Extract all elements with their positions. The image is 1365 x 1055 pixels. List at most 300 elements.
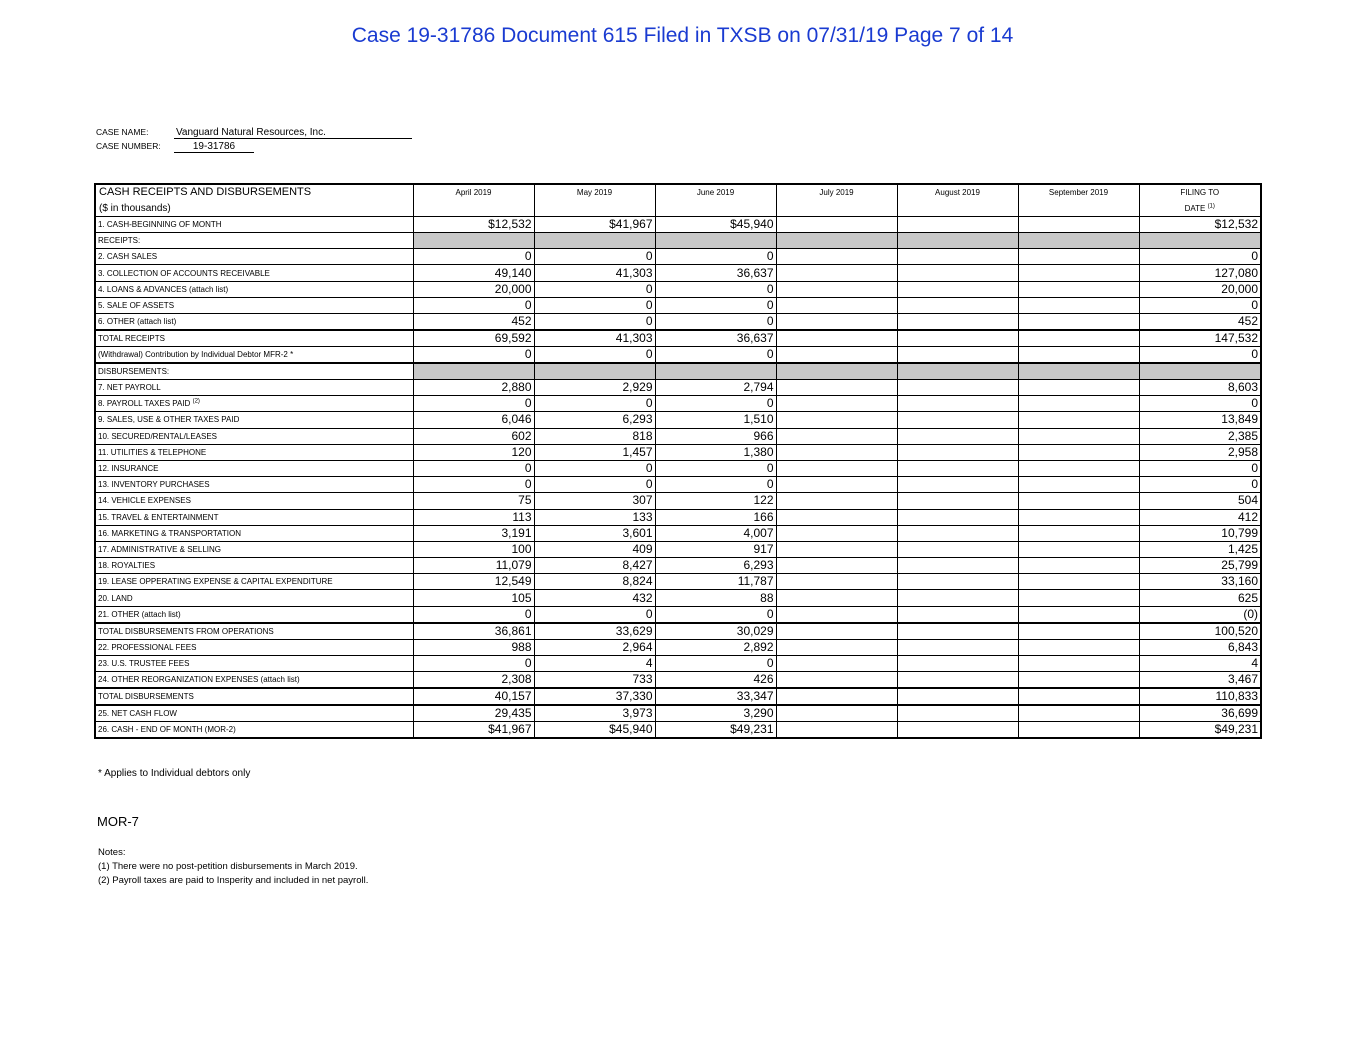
value-cell — [776, 460, 897, 476]
row-label — [95, 655, 413, 671]
col-september: September 2019 — [1018, 184, 1139, 200]
value-cell: 426 — [655, 672, 776, 689]
table-row — [95, 477, 1261, 493]
value-cell: 0 — [534, 460, 655, 476]
table-row — [95, 722, 1261, 739]
value-cell — [897, 297, 1018, 313]
value-cell: 2,794 — [655, 380, 776, 396]
value-cell: $41,967 — [534, 216, 655, 232]
row-footnote: (2) — [192, 398, 200, 405]
value-cell: 3,973 — [534, 705, 655, 722]
value-cell — [776, 639, 897, 655]
value-cell — [776, 722, 897, 739]
shaded-cell — [1139, 233, 1261, 249]
filing-to-date-cell: 2,385 — [1139, 428, 1261, 444]
table-row — [95, 460, 1261, 476]
value-cell: 432 — [534, 590, 655, 606]
row-label-text: 6. OTHER (attach list) — [98, 317, 177, 326]
filing-to-date-cell: 0 — [1139, 249, 1261, 265]
value-cell: $45,940 — [534, 722, 655, 739]
value-cell: 0 — [655, 396, 776, 412]
row-label — [95, 688, 413, 705]
value-cell — [897, 216, 1018, 232]
filing-to-date-cell: 10,799 — [1139, 525, 1261, 541]
value-cell — [897, 412, 1018, 428]
row-label — [95, 574, 413, 590]
value-cell: 8,824 — [534, 574, 655, 590]
row-label — [95, 314, 413, 331]
value-cell: 0 — [413, 606, 534, 623]
value-cell: 2,929 — [534, 380, 655, 396]
value-cell: $41,967 — [413, 722, 534, 739]
shaded-cell — [413, 363, 534, 380]
date-footnote: (1) — [1207, 202, 1215, 209]
table-row — [95, 281, 1261, 297]
value-cell — [776, 509, 897, 525]
row-label-text: TOTAL DISBURSEMENTS FROM OPERATIONS — [98, 626, 274, 636]
header-row-1 — [95, 184, 1261, 200]
filing-to-date-cell: 110,833 — [1139, 688, 1261, 705]
value-cell — [897, 655, 1018, 671]
value-cell — [897, 672, 1018, 689]
row-label — [95, 705, 413, 722]
shaded-cell — [534, 363, 655, 380]
row-label — [95, 541, 413, 557]
value-cell — [897, 460, 1018, 476]
value-cell — [897, 574, 1018, 590]
value-cell — [1018, 216, 1139, 232]
filing-to-date-cell: 25,799 — [1139, 558, 1261, 574]
filing-to-date-cell: 0 — [1139, 477, 1261, 493]
value-cell — [776, 396, 897, 412]
value-cell: 4 — [534, 655, 655, 671]
value-cell — [776, 705, 897, 722]
row-label — [95, 639, 413, 655]
note-1: (1) There were no post-petition disbursements in March 2019. — [98, 861, 358, 872]
value-cell — [776, 525, 897, 541]
value-cell — [1018, 380, 1139, 396]
case-name-value: Vanguard Natural Resources, Inc. — [174, 127, 412, 139]
value-cell — [776, 380, 897, 396]
value-cell: 0 — [534, 281, 655, 297]
table-row — [95, 574, 1261, 590]
table-row — [95, 297, 1261, 313]
filing-to-date-cell: 0 — [1139, 297, 1261, 313]
value-cell — [776, 590, 897, 606]
table-row — [95, 705, 1261, 722]
value-cell: 33,347 — [655, 688, 776, 705]
value-cell — [1018, 541, 1139, 557]
row-label-text: 7. NET PAYROLL — [98, 383, 161, 393]
value-cell: 69,592 — [413, 330, 534, 347]
value-cell: 166 — [655, 509, 776, 525]
value-cell — [1018, 493, 1139, 509]
date-label: DATE — [1184, 203, 1206, 213]
value-cell — [897, 330, 1018, 347]
value-cell — [1018, 330, 1139, 347]
col-date — [1139, 200, 1261, 216]
value-cell — [897, 477, 1018, 493]
case-number-value: 19-31786 — [174, 141, 254, 153]
value-cell: 452 — [413, 314, 534, 331]
row-label-text: 22. PROFESSIONAL FEES — [98, 642, 197, 652]
row-label-text: RECEIPTS: — [98, 236, 141, 246]
value-cell — [1018, 509, 1139, 525]
filing-to-date-cell: $49,231 — [1139, 722, 1261, 739]
filing-to-date-cell: 2,958 — [1139, 444, 1261, 460]
value-cell: 41,303 — [534, 330, 655, 347]
col-may: May 2019 — [534, 184, 655, 200]
row-label-text: 23. U.S. TRUSTEE FEES — [98, 658, 190, 668]
filing-to-date-cell: 6,843 — [1139, 639, 1261, 655]
value-cell — [897, 705, 1018, 722]
value-cell — [1018, 347, 1139, 364]
row-label-text: (Withdrawal) Contribution by Individual Debtor MFR-2 * — [98, 350, 294, 359]
table-row — [95, 606, 1261, 623]
table-row — [95, 541, 1261, 557]
value-cell — [897, 281, 1018, 297]
value-cell — [776, 428, 897, 444]
row-label-text: TOTAL DISBURSEMENTS — [98, 692, 194, 701]
filing-to-date-cell: 147,532 — [1139, 330, 1261, 347]
row-label-text: 20. LAND — [98, 593, 133, 603]
value-cell — [1018, 314, 1139, 331]
value-cell: 75 — [413, 493, 534, 509]
filing-to-date-cell: 625 — [1139, 590, 1261, 606]
value-cell: 0 — [534, 606, 655, 623]
value-cell: 0 — [534, 314, 655, 331]
value-cell: 602 — [413, 428, 534, 444]
value-cell: 988 — [413, 639, 534, 655]
value-cell: 20,000 — [413, 281, 534, 297]
shaded-cell — [655, 363, 776, 380]
filing-to-date-cell: 127,080 — [1139, 265, 1261, 281]
value-cell — [776, 574, 897, 590]
value-cell: 0 — [655, 655, 776, 671]
value-cell: 30,029 — [655, 623, 776, 640]
value-cell: 11,787 — [655, 574, 776, 590]
col-filing-to: FILING TO — [1139, 184, 1261, 200]
row-label-text: 15. TRAVEL & ENTERTAINMENT — [98, 512, 219, 522]
applies-note: * Applies to Individual debtors only — [98, 768, 251, 779]
table-row — [95, 265, 1261, 281]
row-label — [95, 297, 413, 313]
row-label-text: 14. VEHICLE EXPENSES — [98, 496, 191, 506]
value-cell: 0 — [534, 297, 655, 313]
row-label-text: 8. PAYROLL TAXES PAID — [98, 399, 191, 409]
cash-receipts-table — [94, 183, 1262, 739]
table-subtitle: ($ in thousands) — [95, 200, 413, 216]
value-cell — [897, 249, 1018, 265]
value-cell: 36,637 — [655, 265, 776, 281]
row-label — [95, 722, 413, 739]
row-label-text: 25. NET CASH FLOW — [98, 709, 177, 718]
row-label-text: 5. SALE OF ASSETS — [98, 300, 175, 310]
row-label — [95, 233, 413, 249]
value-cell — [897, 509, 1018, 525]
value-cell — [897, 722, 1018, 739]
value-cell: 29,435 — [413, 705, 534, 722]
value-cell — [1018, 428, 1139, 444]
case-name-label: CASE NAME: — [96, 127, 149, 137]
col-april: April 2019 — [413, 184, 534, 200]
col-august: August 2019 — [897, 184, 1018, 200]
value-cell — [1018, 281, 1139, 297]
row-label-text: TOTAL RECEIPTS — [98, 334, 165, 343]
value-cell: 8,427 — [534, 558, 655, 574]
table-row — [95, 672, 1261, 689]
value-cell — [776, 623, 897, 640]
value-cell — [1018, 639, 1139, 655]
value-cell — [897, 265, 1018, 281]
value-cell: 33,629 — [534, 623, 655, 640]
value-cell — [897, 541, 1018, 557]
value-cell: 2,880 — [413, 380, 534, 396]
value-cell — [1018, 525, 1139, 541]
case-number-line — [96, 141, 254, 153]
row-label — [95, 428, 413, 444]
value-cell — [1018, 444, 1139, 460]
value-cell — [776, 672, 897, 689]
value-cell — [776, 444, 897, 460]
row-label-text: 26. CASH - END OF MONTH (MOR-2) — [98, 725, 236, 734]
row-label — [95, 444, 413, 460]
row-label-text: 24. OTHER REORGANIZATION EXPENSES (attach list) — [98, 675, 300, 684]
value-cell: 49,140 — [413, 265, 534, 281]
value-cell: 0 — [413, 347, 534, 364]
value-cell: 0 — [655, 347, 776, 364]
value-cell: 6,046 — [413, 412, 534, 428]
notes-label: Notes: — [98, 847, 126, 858]
value-cell: 36,637 — [655, 330, 776, 347]
value-cell — [897, 688, 1018, 705]
header-row-2 — [95, 200, 1261, 216]
filing-to-date-cell: 20,000 — [1139, 281, 1261, 297]
value-cell: 733 — [534, 672, 655, 689]
value-cell: 0 — [534, 347, 655, 364]
table-row — [95, 330, 1261, 347]
shaded-cell — [655, 233, 776, 249]
shaded-cell — [1139, 363, 1261, 380]
table-row — [95, 380, 1261, 396]
row-label — [95, 558, 413, 574]
row-label-text: DISBURSEMENTS: — [98, 367, 170, 376]
row-label-text: 13. INVENTORY PURCHASES — [98, 480, 210, 490]
value-cell — [776, 606, 897, 623]
row-label-text: 19. LEASE OPPERATING EXPENSE & CAPITAL EXPENDITURE — [98, 577, 333, 587]
row-label — [95, 380, 413, 396]
value-cell — [897, 396, 1018, 412]
value-cell — [776, 265, 897, 281]
filing-to-date-cell: 36,699 — [1139, 705, 1261, 722]
row-label — [95, 672, 413, 689]
row-label — [95, 412, 413, 428]
value-cell: 100 — [413, 541, 534, 557]
row-label-text: 17. ADMINISTRATIVE & SELLING — [98, 544, 221, 554]
value-cell: 113 — [413, 509, 534, 525]
value-cell: 3,601 — [534, 525, 655, 541]
value-cell — [1018, 606, 1139, 623]
row-label — [95, 477, 413, 493]
value-cell — [776, 347, 897, 364]
value-cell — [1018, 672, 1139, 689]
value-cell: 0 — [655, 460, 776, 476]
value-cell — [897, 493, 1018, 509]
value-cell — [1018, 590, 1139, 606]
value-cell — [776, 314, 897, 331]
value-cell: 818 — [534, 428, 655, 444]
col-july: July 2019 — [776, 184, 897, 200]
col-june: June 2019 — [655, 184, 776, 200]
shaded-cell — [776, 363, 897, 380]
value-cell: 1,457 — [534, 444, 655, 460]
value-cell: 1,380 — [655, 444, 776, 460]
table-row — [95, 428, 1261, 444]
value-cell — [897, 590, 1018, 606]
value-cell — [897, 558, 1018, 574]
row-label-text: 1. CASH-BEGINNING OF MONTH — [98, 219, 222, 229]
notes-block — [98, 846, 368, 888]
table-row — [95, 558, 1261, 574]
table-row — [95, 314, 1261, 331]
value-cell — [1018, 460, 1139, 476]
value-cell: 37,330 — [534, 688, 655, 705]
value-cell: 40,157 — [413, 688, 534, 705]
value-cell — [776, 249, 897, 265]
value-cell — [776, 655, 897, 671]
value-cell: 11,079 — [413, 558, 534, 574]
value-cell: 3,290 — [655, 705, 776, 722]
value-cell — [897, 606, 1018, 623]
filing-to-date-cell: $12,532 — [1139, 216, 1261, 232]
value-cell: 2,892 — [655, 639, 776, 655]
value-cell — [1018, 396, 1139, 412]
filing-to-date-cell: 4 — [1139, 655, 1261, 671]
value-cell: 917 — [655, 541, 776, 557]
table-row — [95, 590, 1261, 606]
table-row — [95, 347, 1261, 364]
value-cell: 3,191 — [413, 525, 534, 541]
row-label — [95, 460, 413, 476]
row-label — [95, 281, 413, 297]
row-label — [95, 525, 413, 541]
table-row — [95, 444, 1261, 460]
row-label — [95, 363, 413, 380]
value-cell: 0 — [655, 314, 776, 331]
filing-to-date-cell: 100,520 — [1139, 623, 1261, 640]
note-2: (2) Payroll taxes are paid to Insperity and included in net payroll. — [98, 875, 369, 886]
value-cell: 36,861 — [413, 623, 534, 640]
row-label — [95, 606, 413, 623]
value-cell: 2,964 — [534, 639, 655, 655]
shaded-cell — [897, 233, 1018, 249]
table-row — [95, 233, 1261, 249]
value-cell: 966 — [655, 428, 776, 444]
value-cell — [1018, 249, 1139, 265]
value-cell: 409 — [534, 541, 655, 557]
value-cell — [776, 216, 897, 232]
filing-to-date-cell: 13,849 — [1139, 412, 1261, 428]
value-cell: 122 — [655, 493, 776, 509]
value-cell — [1018, 574, 1139, 590]
value-cell — [776, 558, 897, 574]
filing-to-date-cell: 504 — [1139, 493, 1261, 509]
value-cell: 0 — [413, 655, 534, 671]
value-cell — [1018, 412, 1139, 428]
value-cell — [1018, 477, 1139, 493]
value-cell: 105 — [413, 590, 534, 606]
value-cell: 0 — [655, 281, 776, 297]
value-cell: $49,231 — [655, 722, 776, 739]
row-label — [95, 493, 413, 509]
value-cell — [776, 297, 897, 313]
value-cell: 2,308 — [413, 672, 534, 689]
shaded-cell — [897, 363, 1018, 380]
value-cell: 1,510 — [655, 412, 776, 428]
value-cell: 6,293 — [655, 558, 776, 574]
table-row — [95, 688, 1261, 705]
table-row — [95, 249, 1261, 265]
row-label — [95, 347, 413, 364]
value-cell — [776, 412, 897, 428]
value-cell: 133 — [534, 509, 655, 525]
filing-to-date-cell: 33,160 — [1139, 574, 1261, 590]
value-cell — [897, 314, 1018, 331]
row-label — [95, 330, 413, 347]
row-label-text: 9. SALES, USE & OTHER TAXES PAID — [98, 415, 240, 425]
value-cell — [776, 477, 897, 493]
value-cell: 12,549 — [413, 574, 534, 590]
filing-to-date-cell: 3,467 — [1139, 672, 1261, 689]
value-cell: 0 — [413, 460, 534, 476]
value-cell: 0 — [655, 297, 776, 313]
value-cell — [897, 623, 1018, 640]
filing-to-date-cell: 0 — [1139, 460, 1261, 476]
value-cell: $45,940 — [655, 216, 776, 232]
row-label-text: 18. ROYALTIES — [98, 561, 156, 571]
row-label-text: 12. INSURANCE — [98, 464, 159, 474]
filing-to-date-cell: 412 — [1139, 509, 1261, 525]
value-cell: 0 — [413, 297, 534, 313]
value-cell: 0 — [534, 249, 655, 265]
table-row — [95, 639, 1261, 655]
row-label — [95, 509, 413, 525]
value-cell — [897, 380, 1018, 396]
value-cell: 0 — [655, 606, 776, 623]
value-cell — [776, 688, 897, 705]
value-cell: 4,007 — [655, 525, 776, 541]
value-cell — [897, 428, 1018, 444]
court-filing-stamp: Case 19-31786 Document 615 Filed in TXSB on 07/31/19 Page 7 of 14 — [351, 24, 1014, 47]
value-cell — [776, 281, 897, 297]
value-cell: 0 — [534, 396, 655, 412]
table-row — [95, 509, 1261, 525]
table-row — [95, 493, 1261, 509]
value-cell: 0 — [413, 396, 534, 412]
value-cell: 0 — [655, 249, 776, 265]
shaded-cell — [1018, 233, 1139, 249]
value-cell: 0 — [534, 477, 655, 493]
table-title: CASH RECEIPTS AND DISBURSEMENTS — [95, 184, 413, 200]
value-cell — [1018, 655, 1139, 671]
value-cell — [1018, 297, 1139, 313]
filing-to-date-cell: 0 — [1139, 396, 1261, 412]
row-label — [95, 265, 413, 281]
row-label — [95, 396, 413, 412]
value-cell — [1018, 722, 1139, 739]
row-label — [95, 216, 413, 232]
value-cell: 6,293 — [534, 412, 655, 428]
